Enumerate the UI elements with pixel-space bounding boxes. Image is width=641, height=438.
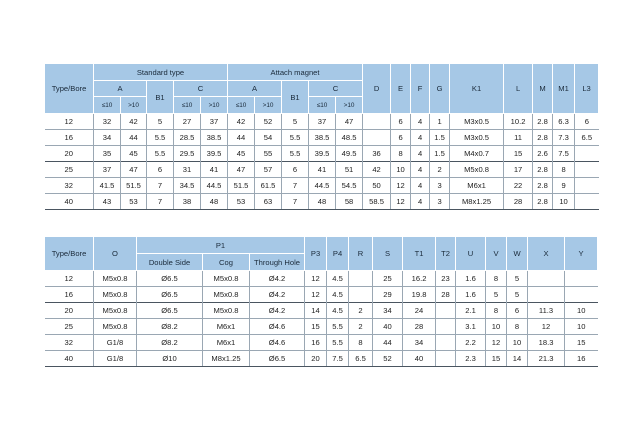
value-cell: 12 [486,335,507,351]
table-row [45,130,599,146]
header-g: G [430,64,450,114]
value-cell: 16 [305,335,327,351]
value-cell: 38.5 [309,130,336,146]
value-cell: 43 [94,194,121,210]
header-l3: L3 [575,64,599,114]
header-o: O [94,237,137,271]
value-cell: 10.2 [504,114,533,130]
value-cell: 25 [373,271,403,287]
value-cell: Ø4.6 [250,335,305,351]
value-cell: Ø6.5 [137,303,203,319]
value-cell: 8 [349,335,373,351]
value-cell: M8x1.25 [203,351,250,367]
value-cell: M3x0.5 [450,130,504,146]
value-cell: 7 [147,178,174,194]
value-cell: 6.3 [553,114,575,130]
value-cell: 5.5 [147,146,174,162]
value-cell: 6.5 [349,351,373,367]
value-cell [575,162,599,178]
header-y: Y [565,237,598,271]
value-cell: Ø6.5 [250,351,305,367]
value-cell: 4 [411,130,430,146]
value-cell: M5x0.8 [94,287,137,303]
bore-cell: 40 [45,194,94,210]
value-cell [528,271,565,287]
value-cell: 44 [373,335,403,351]
header-attach-magnet: Attach magnet [228,64,363,81]
value-cell: 58.5 [363,194,391,210]
value-cell: 5 [507,287,528,303]
value-cell: 41 [309,162,336,178]
value-cell: 4.5 [327,271,349,287]
value-cell: M6x1 [203,319,250,335]
value-cell: 34 [94,130,121,146]
value-cell: Ø4.6 [250,319,305,335]
value-cell: 1.6 [456,287,486,303]
value-cell [363,114,391,130]
value-cell: 2.2 [456,335,486,351]
header-d: D [363,64,391,114]
value-cell [436,351,456,367]
value-cell: M5x0.8 [94,271,137,287]
header-double-side: Double Side [137,254,203,271]
bore-cell: 32 [45,178,94,194]
value-cell [575,178,599,194]
header-std-b1: B1 [147,81,174,114]
value-cell: 35 [94,146,121,162]
value-cell: 41.5 [94,178,121,194]
value-cell: 2.8 [533,130,553,146]
value-cell: 37 [309,114,336,130]
header-att-c-gt10: >10 [336,97,363,114]
value-cell [575,146,599,162]
value-cell [436,335,456,351]
table-row [45,162,599,178]
dimension-table-1 [44,63,599,210]
value-cell: 5.5 [282,130,309,146]
value-cell: 48 [309,194,336,210]
value-cell: 38 [174,194,201,210]
header-std-c-gt10: >10 [201,97,228,114]
value-cell: 39.5 [201,146,228,162]
header-cog: Cog [203,254,250,271]
value-cell: 1.6 [456,271,486,287]
value-cell: 5.5 [282,146,309,162]
header-type-bore-2: Type/Bore [45,237,94,271]
value-cell: 44.5 [309,178,336,194]
value-cell [565,271,598,287]
value-cell [349,271,373,287]
value-cell: M5x0.8 [94,319,137,335]
value-cell: 6 [282,162,309,178]
value-cell: 40 [403,351,436,367]
value-cell: 22 [504,178,533,194]
value-cell: 45 [228,146,255,162]
header-e: E [391,64,411,114]
value-cell: Ø4.2 [250,287,305,303]
bore-cell: 25 [45,162,94,178]
value-cell: 6 [575,114,599,130]
value-cell: 8 [486,303,507,319]
value-cell: M5x0.8 [203,287,250,303]
value-cell: 3.1 [456,319,486,335]
value-cell: 4 [411,178,430,194]
value-cell: M3x0.5 [450,114,504,130]
value-cell: M5x0.8 [203,271,250,287]
value-cell: 52 [255,114,282,130]
header-att-b1: B1 [282,81,309,114]
bore-cell: 25 [45,319,94,335]
value-cell: 3 [430,178,450,194]
value-cell: 47 [336,114,363,130]
value-cell: 6 [391,114,411,130]
value-cell: G1/8 [94,351,137,367]
value-cell: 34 [403,335,436,351]
table-row [45,194,599,210]
table-row [45,271,598,287]
header-t2: T2 [436,237,456,271]
header-standard-type: Standard type [94,64,228,81]
table-row [45,303,598,319]
header-t1: T1 [403,237,436,271]
value-cell: 2.8 [533,114,553,130]
value-cell: 28.5 [174,130,201,146]
value-cell: 10 [391,162,411,178]
value-cell: 17 [504,162,533,178]
value-cell: 20 [305,351,327,367]
value-cell: 5 [147,114,174,130]
header-std-a: A [94,81,147,97]
header-m1: M1 [553,64,575,114]
value-cell: Ø4.2 [250,271,305,287]
bore-cell: 20 [45,303,94,319]
value-cell: 11.3 [528,303,565,319]
bore-cell: 32 [45,335,94,351]
value-cell: 4 [411,194,430,210]
value-cell: 7.5 [327,351,349,367]
value-cell: 4 [411,162,430,178]
table-row [45,287,598,303]
header-att-a: A [228,81,282,97]
bore-cell: 20 [45,146,94,162]
value-cell: 31 [174,162,201,178]
value-cell: 52 [373,351,403,367]
value-cell: 41 [201,162,228,178]
header-att-c: C [309,81,363,97]
value-cell: 4 [411,114,430,130]
value-cell: 18.3 [528,335,565,351]
header-p3: P3 [305,237,327,271]
value-cell: 27 [174,114,201,130]
value-cell: 5 [507,271,528,287]
value-cell: 1 [430,114,450,130]
header-std-c-le10: ≤10 [174,97,201,114]
value-cell: 12 [391,194,411,210]
header-type-bore: Type/Bore [45,64,94,114]
value-cell: 8 [553,162,575,178]
value-cell: 15 [305,319,327,335]
value-cell: 5 [486,287,507,303]
value-cell: 48 [201,194,228,210]
value-cell: 10 [486,319,507,335]
value-cell: 2 [430,162,450,178]
value-cell: 37 [201,114,228,130]
header-m: M [533,64,553,114]
value-cell: Ø4.2 [250,303,305,319]
header-u: U [456,237,486,271]
header-through-hole: Through Hole [250,254,305,271]
value-cell: 38.5 [201,130,228,146]
value-cell [436,303,456,319]
header-r: R [349,237,373,271]
table-1-body [45,114,599,210]
value-cell: 58 [336,194,363,210]
value-cell: 53 [121,194,147,210]
value-cell: M5x0.8 [203,303,250,319]
header-f: F [411,64,430,114]
value-cell: G1/8 [94,335,137,351]
value-cell: 54 [255,130,282,146]
value-cell: 14 [507,351,528,367]
value-cell [528,287,565,303]
value-cell: 21.3 [528,351,565,367]
value-cell: 42 [363,162,391,178]
value-cell: 40 [373,319,403,335]
value-cell: 7 [282,194,309,210]
value-cell: 2 [349,319,373,335]
value-cell: 2.8 [533,178,553,194]
value-cell: 2.8 [533,162,553,178]
table-row [45,146,599,162]
value-cell: Ø8.2 [137,319,203,335]
header-l: L [504,64,533,114]
value-cell: 5.5 [327,335,349,351]
value-cell: Ø6.5 [137,287,203,303]
value-cell: 12 [305,287,327,303]
value-cell: 42 [228,114,255,130]
value-cell: 63 [255,194,282,210]
value-cell: M6x1 [450,178,504,194]
value-cell: 32 [94,114,121,130]
value-cell: 7 [282,178,309,194]
value-cell: 7.5 [553,146,575,162]
value-cell: 15 [565,335,598,351]
value-cell: 24 [403,303,436,319]
value-cell: 9 [553,178,575,194]
value-cell: 2.8 [533,194,553,210]
value-cell: 37 [94,162,121,178]
header-p4: P4 [327,237,349,271]
value-cell [565,287,598,303]
header-std-c: C [174,81,228,97]
value-cell: 19.8 [403,287,436,303]
header-k1: K1 [450,64,504,114]
value-cell: 50 [363,178,391,194]
value-cell: 54.5 [336,178,363,194]
value-cell: 44 [228,130,255,146]
header-att-c-le10: ≤10 [309,97,336,114]
value-cell: 29.5 [174,146,201,162]
value-cell: 7.3 [553,130,575,146]
value-cell: 1.5 [430,146,450,162]
value-cell: M4x0.7 [450,146,504,162]
value-cell: 29 [373,287,403,303]
value-cell: 7 [147,194,174,210]
header-p1: P1 [137,237,305,254]
value-cell: 3 [430,194,450,210]
value-cell: 12 [391,178,411,194]
header-att-a-gt10: >10 [255,97,282,114]
value-cell [575,194,599,210]
value-cell: 39.5 [309,146,336,162]
value-cell: 44.5 [201,178,228,194]
value-cell: 51.5 [121,178,147,194]
value-cell: 2.3 [456,351,486,367]
header-w: W [507,237,528,271]
value-cell: Ø6.5 [137,271,203,287]
value-cell: M8x1.25 [450,194,504,210]
value-cell [349,287,373,303]
value-cell: 28 [504,194,533,210]
value-cell: 34.5 [174,178,201,194]
table-row [45,178,599,194]
value-cell: 12 [528,319,565,335]
header-std-a-le10: ≤10 [94,97,121,114]
value-cell: M5x0.8 [450,162,504,178]
value-cell: 4.5 [327,287,349,303]
value-cell: 2.6 [533,146,553,162]
value-cell: 57 [255,162,282,178]
value-cell: 10 [507,335,528,351]
value-cell: Ø10 [137,351,203,367]
value-cell: 8 [507,319,528,335]
value-cell: 4 [411,146,430,162]
value-cell: 8 [391,146,411,162]
value-cell: 5 [282,114,309,130]
value-cell: 6.5 [575,130,599,146]
header-s: S [373,237,403,271]
value-cell: 44 [121,130,147,146]
value-cell: 5.5 [327,319,349,335]
value-cell: 51.5 [228,178,255,194]
value-cell: 6 [147,162,174,178]
value-cell [363,130,391,146]
table-row [45,335,598,351]
value-cell: 2 [349,303,373,319]
value-cell: 14 [305,303,327,319]
value-cell: 10 [565,319,598,335]
header-x: X [528,237,565,271]
value-cell: 28 [403,319,436,335]
value-cell: 23 [436,271,456,287]
value-cell: 45 [121,146,147,162]
value-cell: 53 [228,194,255,210]
value-cell: 28 [436,287,456,303]
bore-cell: 12 [45,114,94,130]
value-cell: M6x1 [203,335,250,351]
table-row [45,114,599,130]
dimension-table-2 [44,236,598,367]
value-cell: 4.5 [327,303,349,319]
value-cell: 36 [363,146,391,162]
header-att-a-le10: ≤10 [228,97,255,114]
bore-cell: 12 [45,271,94,287]
value-cell: M5x0.8 [94,303,137,319]
value-cell: 16.2 [403,271,436,287]
value-cell: 15 [504,146,533,162]
table-row [45,351,598,367]
value-cell: 1.5 [430,130,450,146]
bore-cell: 16 [45,130,94,146]
value-cell: 6 [507,303,528,319]
header-std-a-gt10: >10 [121,97,147,114]
value-cell: 47 [121,162,147,178]
value-cell: 11 [504,130,533,146]
value-cell: 34 [373,303,403,319]
value-cell: 6 [391,130,411,146]
header-v: V [486,237,507,271]
value-cell: 49.5 [336,146,363,162]
table-2-body [45,271,598,367]
value-cell: 61.5 [255,178,282,194]
value-cell: 16 [565,351,598,367]
value-cell: 15 [486,351,507,367]
bore-cell: 16 [45,287,94,303]
value-cell: 8 [486,271,507,287]
value-cell: 2.1 [456,303,486,319]
value-cell: 55 [255,146,282,162]
value-cell: 48.5 [336,130,363,146]
value-cell: Ø8.2 [137,335,203,351]
value-cell: 10 [565,303,598,319]
value-cell: 42 [121,114,147,130]
value-cell: 10 [553,194,575,210]
value-cell: 12 [305,271,327,287]
value-cell: 51 [336,162,363,178]
value-cell: 47 [228,162,255,178]
value-cell: 5.5 [147,130,174,146]
value-cell [436,319,456,335]
table-row [45,319,598,335]
bore-cell: 40 [45,351,94,367]
